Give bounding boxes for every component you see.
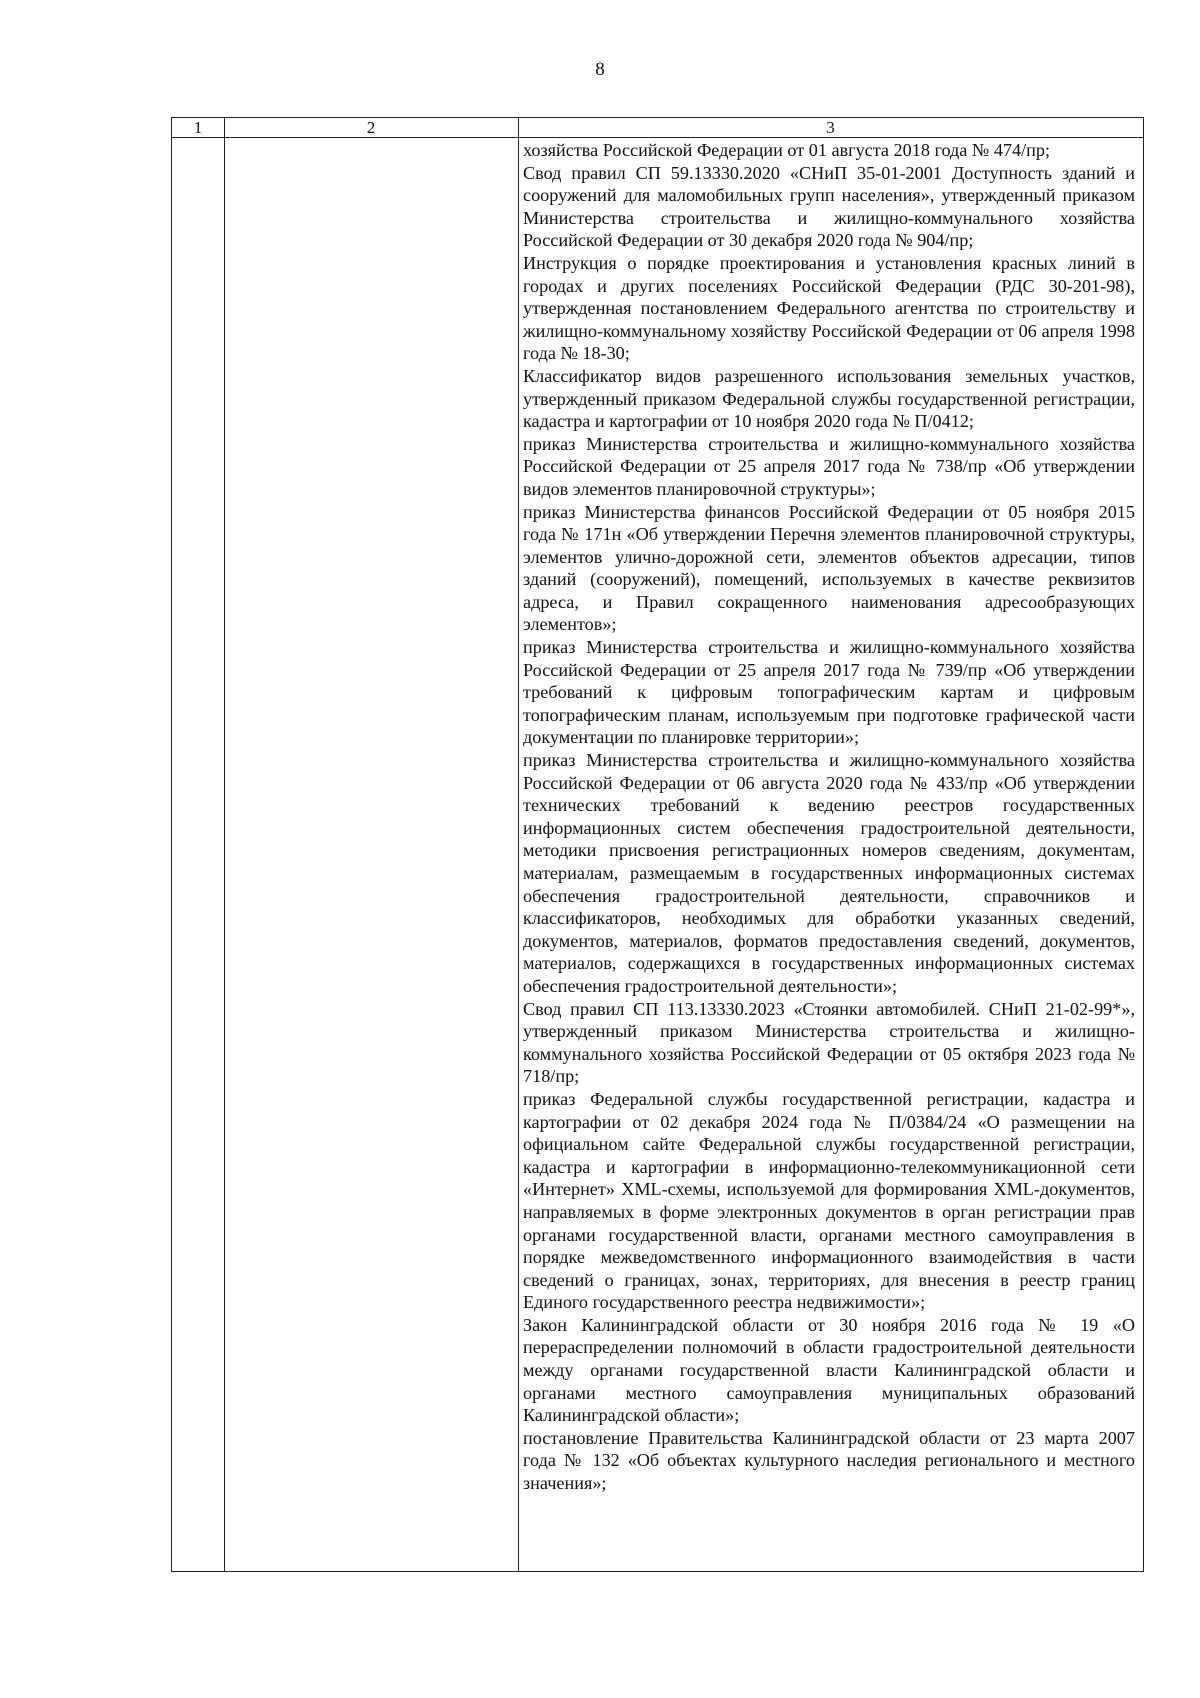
list-item: приказ Министерства строительства и жилищно-коммунального хозяйства Российской Федерации от 25 апреля 2017 года № 738/пр «Об утверждении видов элементов планировочной структуры»; (523, 433, 1135, 499)
list-item: приказ Министерства строительства и жилищно-коммунального хозяйства Российской Федерации от 25 апреля 2017 года № 739/пр «Об утверждении требований к цифровым топографическим картам и цифровым топографическим планам, используемым при подготовке графической части документации по планировке территории»; (523, 637, 1135, 748)
list-item: приказ Министерства строительства и жилищно-коммунального хозяйства Российской Федерации от 06 августа 2020 года № 433/пр «Об утверждении технических требований к ведению реестров государственных информационных систем обеспечения градостроительной деятельности, методики присвоения регистрационных номеров сведениям, документам, материалам, размещаемым в государственных информационных системах обеспечения градостроительной деятельности, справочников и классификаторов, необходимых для обработки указанных сведений, документов, материалов, форматов предоставления сведений, документов, материалов, содержащихся в государственных информационных системах обеспечения градостроительной деятельности»; (523, 750, 1135, 996)
table-header-row (172, 118, 1143, 138)
list-item: Закон Калининградской области от 30 ноября 2016 года № 19 «О перераспределении полномочий в области градостроительной деятельности между органами государственной власти Калининградской области и органами местного самоуправления муниципальных образований Калининградской области»; (523, 1314, 1135, 1426)
column-divider-1 (224, 118, 225, 1571)
column-header-1: 1 (193, 118, 203, 137)
regulations-table (171, 117, 1144, 1572)
list-item: хозяйства Российской Федерации от 01 августа 2018 года № 474/пр; (523, 140, 1051, 160)
list-item: Инструкция о порядке проектирования и установления красных линий в городах и других поселениях Российской Федерации (РДС 30-201-98), утвержденная постановлением Федерального агентства по строительству и жилищно-коммунальному хозяйству Российской Федерации от 06 апреля 1998 года № 18-30; (523, 252, 1135, 364)
list-item: Свод правил СП 113.13330.2023 «Стоянки автомобилей. СНиП 21-02-99*», утвержденный приказом Министерства строительства и жилищно-коммунального хозяйства Российской Федерации от 05 октября 2023 года № 718/пр; (523, 998, 1135, 1087)
list-item: приказ Министерства финансов Российской Федерации от 05 ноября 2015 года № 171н «Об утверждении Перечня элементов планировочной структуры, элементов улично-дорожной сети, элементов объектов адресации, типов зданий (сооружений), помещений, используемых в качестве реквизитов адреса, и Правил сокращенного наименования адресообразующих элементов»; (523, 501, 1135, 635)
list-item: постановление Правительства Калининградской области от 23 марта 2007 года № 132 «Об объектах культурного наследия регионального и местного значения»; (523, 1427, 1135, 1494)
list-item: Классификатор видов разрешенного использования земельных участков, утвержденный приказом Федеральной службы государственной регистрации, кадастра и картографии от 10 ноября 2020 года № П/0412; (523, 365, 1135, 432)
column-header-2: 2 (366, 118, 376, 137)
page-number: 8 (595, 59, 605, 80)
list-item: Свод правил СП 59.13330.2020 «СНиП 35-01-2001 Доступность зданий и сооружений для маломобильных групп населения», утвержденный приказом Министерства строительства и жилищно-коммунального хозяйства Российской Федерации от 30 декабря 2020 года № 904/пр; (523, 162, 1135, 251)
column-3-content (518, 139, 1140, 1495)
list-item: приказ Федеральной службы государственной регистрации, кадастра и картографии от 02 декабря 2024 года № П/0384/24 «О размещении на официальном сайте Федеральной службы государственной регистрации, кадастра и картографии в информационно-телекоммуникационной сети «Интернет» XML-схемы, используемой для формирования XML-документов, направляемых в форме электронных документов в орган регистрации прав органами государственной власти, органами местного самоуправления в порядке межведомственного информационного взаимодействия в части сведений о границах, зонах, территориях, для внесения в реестр границ Единого государственного реестра недвижимости»; (523, 1088, 1135, 1313)
column-header-3: 3 (826, 118, 835, 137)
